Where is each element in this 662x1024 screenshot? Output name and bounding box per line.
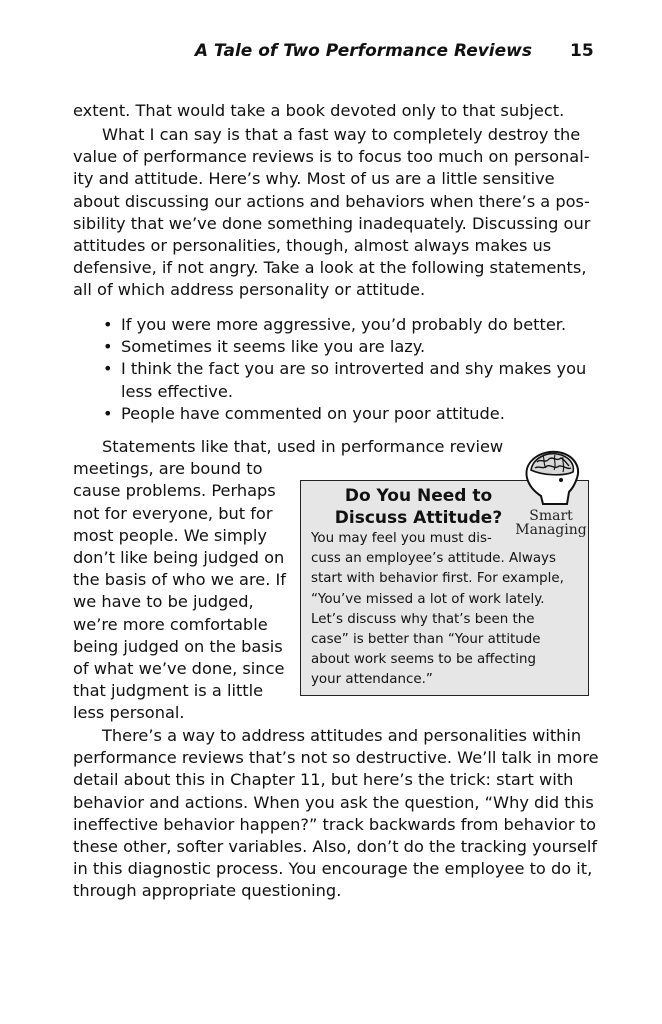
text-line: Statements like that, used in performance review	[102, 437, 504, 456]
sidebar-title-line: Do You Need to	[344, 486, 493, 506]
text-line: being judged on the basis	[73, 636, 283, 656]
sidebar-text-line: about work seems to be affecting	[311, 652, 536, 668]
brain-head-icon	[513, 448, 589, 510]
text-line: all of which address personality or attitude.	[73, 280, 426, 300]
text-line: through appropriate questioning.	[73, 881, 342, 901]
sidebar-text-line: “You’ve missed a lot of work lately.	[311, 591, 545, 607]
paragraph-1	[73, 100, 591, 122]
text-line: Sometimes it seems like you are lazy.	[121, 337, 426, 357]
logo-text-managing: Managing	[515, 522, 587, 538]
bullet-item	[101, 403, 591, 425]
text-line: I think the fact you are so introverted and shy makes you	[121, 359, 587, 379]
paragraph-2	[73, 124, 591, 302]
bullet-icon: •	[103, 359, 113, 379]
sidebar-text-line: cuss an employee’s attitude. Always	[311, 551, 556, 567]
text-line: less personal.	[73, 703, 185, 723]
text-line: sibility that we’ve done something inadequately. Discussing our	[73, 213, 591, 233]
sidebar-title-line: Discuss Attitude?	[334, 508, 503, 528]
text-line: we’re more comfortable	[73, 614, 268, 634]
sidebar-text-line: case” is better than “Your attitude	[311, 632, 541, 648]
text-line: attitudes or personalities, though, almost always makes us	[73, 236, 552, 256]
text-line: that judgment is a little	[73, 681, 264, 701]
text-line: in this diagnostic process. You encourage the employee to do it,	[73, 859, 593, 879]
text-line: the basis of who we are. If	[73, 570, 286, 590]
running-header	[0, 41, 662, 65]
sidebar-body	[311, 529, 581, 691]
text-line: There’s a way to address attitudes and personalities within	[102, 726, 582, 745]
text-line: ineffective behavior happen?” track backwards from behavior to	[73, 814, 596, 834]
bullet-item	[101, 336, 591, 358]
text-line: we have to be judged,	[73, 592, 254, 612]
bullet-icon: •	[103, 315, 113, 334]
text-line: not for everyone, but for	[73, 503, 273, 523]
smart-managing-logo	[513, 448, 589, 542]
bullet-icon: •	[103, 403, 113, 423]
bullet-list	[101, 314, 591, 425]
sidebar-text-line: start with behavior first. For example,	[311, 571, 564, 587]
text-line: don’t like being judged on	[73, 548, 285, 568]
text-line: about discussing our actions and behaviors when there’s a pos-	[73, 191, 590, 211]
bullet-item	[101, 358, 591, 402]
text-line: detail about this in Chapter 11, but here’s the trick: start with	[73, 770, 574, 790]
text-line: People have commented on your poor attitude.	[121, 403, 505, 423]
text-line: extent. That would take a book devoted only to that subject.	[73, 101, 565, 120]
sidebar-title	[311, 485, 526, 529]
sidebar-text-line: Let’s discuss why that’s been the	[311, 611, 535, 627]
page-number: 15	[570, 41, 594, 61]
text-line: of what we’ve done, since	[73, 659, 285, 679]
paragraph-4	[73, 725, 599, 903]
text-line: If you were more aggressive, you’d probably do better.	[121, 315, 567, 334]
chapter-title: A Tale of Two Performance Reviews	[194, 41, 532, 61]
text-line: most people. We simply	[73, 525, 267, 545]
text-line: less effective.	[121, 381, 233, 401]
logo-text-smart: Smart	[529, 508, 573, 524]
text-line: meetings, are bound to	[73, 459, 263, 479]
bullet-item	[101, 314, 591, 336]
bullet-icon: •	[103, 337, 113, 357]
sidebar-text-line: You may feel you must dis-	[311, 531, 492, 546]
text-line: What I can say is that a fast way to completely destroy the	[102, 125, 581, 144]
text-line: these other, softer variables. Also, don’t do the tracking yourself	[73, 837, 598, 857]
text-line: value of performance reviews is to focus too much on personal-	[73, 147, 590, 167]
text-line: behavior and actions. When you ask the question, “Why did this	[73, 792, 594, 812]
text-line: defensive, if not angry. Take a look at the following statements,	[73, 258, 587, 278]
sidebar-text-line: your attendance.”	[311, 672, 433, 688]
text-line: performance reviews that’s not so destructive. We’ll talk in more	[73, 748, 599, 768]
text-line: cause problems. Perhaps	[73, 481, 276, 501]
text-line: ity and attitude. Here’s why. Most of us are a little sensitive	[73, 169, 555, 189]
